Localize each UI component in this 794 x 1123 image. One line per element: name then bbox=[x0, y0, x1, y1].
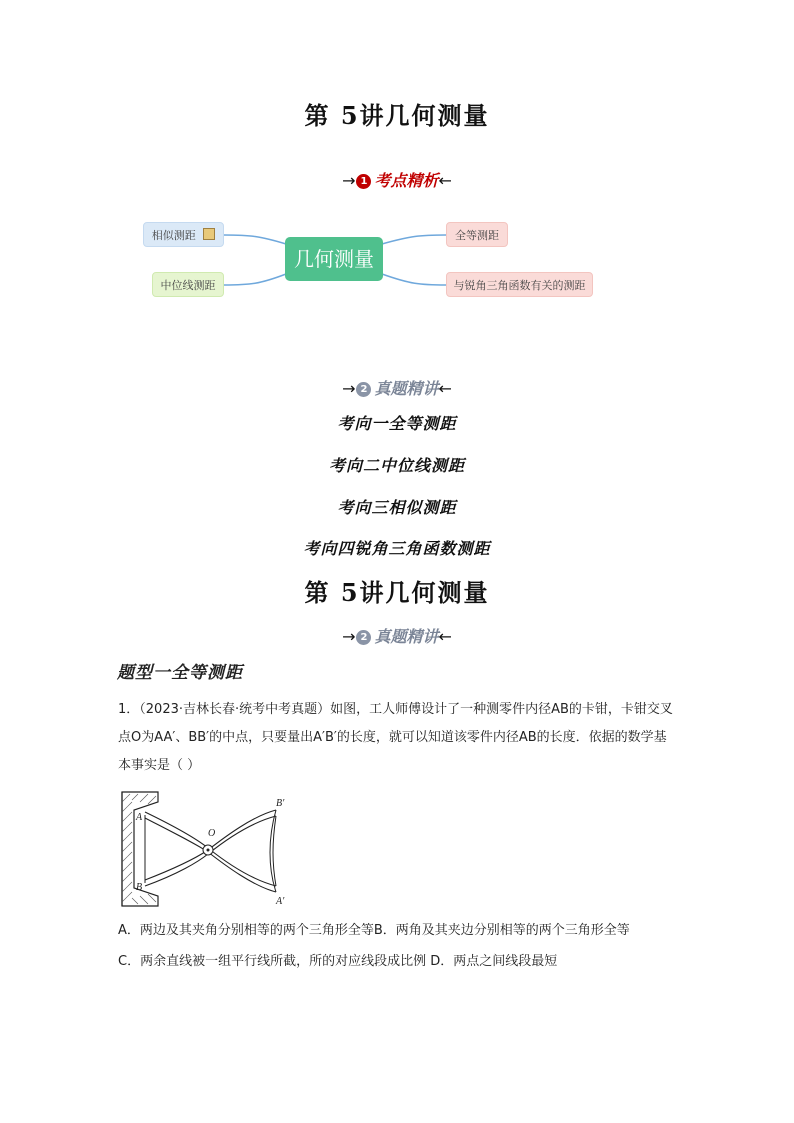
question-text: 1．（2023·吉林长春·统考中考真题）如图，工人师傅设计了一种测零件内径AB的卡钳，卡钳交叉点O为AA′、BB′的中点，只要量出A′B′的长度，就可以知道该零件内径AB的长度．依据的数学基本事实是（ ） bbox=[118, 702, 673, 773]
left-arrow: ← bbox=[438, 171, 452, 190]
caliper-figure bbox=[118, 788, 293, 910]
left-arrow: ← bbox=[438, 627, 452, 646]
topic-item[interactable]: 考向三相似测距 bbox=[337, 498, 457, 517]
label-O: O bbox=[208, 828, 216, 839]
note-icon bbox=[203, 228, 215, 240]
label-A-prime: A′ bbox=[276, 896, 285, 907]
section-label: 真题精讲 bbox=[374, 627, 439, 646]
number-badge: 2 bbox=[356, 630, 371, 645]
section-header-exam-questions bbox=[0, 376, 794, 399]
section-header-exam-questions-repeat bbox=[0, 624, 794, 647]
label-B: B bbox=[136, 882, 143, 893]
answer-options-row-1[interactable]: A．两边及其夹角分别相等的两个三角形全等B．两角及其夹边分别相等的两个三角形全等 bbox=[118, 923, 630, 938]
mindmap-node-congruent[interactable]: 全等测距 bbox=[446, 222, 508, 247]
topic-item[interactable]: 考向四锐角三角函数测距 bbox=[303, 539, 491, 558]
number-badge: 1 bbox=[356, 174, 371, 189]
topic-item[interactable]: 考向二中位线测距 bbox=[328, 456, 465, 475]
mindmap-node-similar[interactable] bbox=[143, 222, 224, 247]
mindmap-node-label: 相似测距 bbox=[151, 229, 196, 242]
section-label: 考点精析 bbox=[374, 171, 439, 190]
mindmap-connectors bbox=[0, 0, 794, 340]
section-label: 真题精讲 bbox=[374, 379, 439, 398]
left-arrow: ← bbox=[438, 379, 452, 398]
mindmap-node-midline[interactable]: 中位线测距 bbox=[152, 272, 224, 297]
number-badge: 2 bbox=[356, 382, 371, 397]
mindmap-node-trig[interactable]: 与锐角三角函数有关的测距 bbox=[446, 272, 593, 297]
page-title: 第 5讲几何测量 bbox=[304, 101, 490, 130]
answer-options-row-2[interactable]: C．两余直线被一组平行线所截，所的对应线段成比例 D．两点之间线段最短 bbox=[118, 954, 558, 969]
right-arrow: → bbox=[342, 379, 356, 398]
topic-item[interactable]: 考向一全等测距 bbox=[337, 414, 457, 433]
right-arrow: → bbox=[342, 627, 356, 646]
right-arrow: → bbox=[342, 171, 356, 190]
mindmap-center-node[interactable]: 几何测量 bbox=[285, 237, 383, 281]
label-A: A bbox=[136, 812, 143, 823]
question-type-heading: 题型一全等测距 bbox=[117, 663, 243, 683]
label-B-prime: B′ bbox=[276, 798, 285, 809]
page-title-repeat: 第 5讲几何测量 bbox=[304, 578, 490, 607]
